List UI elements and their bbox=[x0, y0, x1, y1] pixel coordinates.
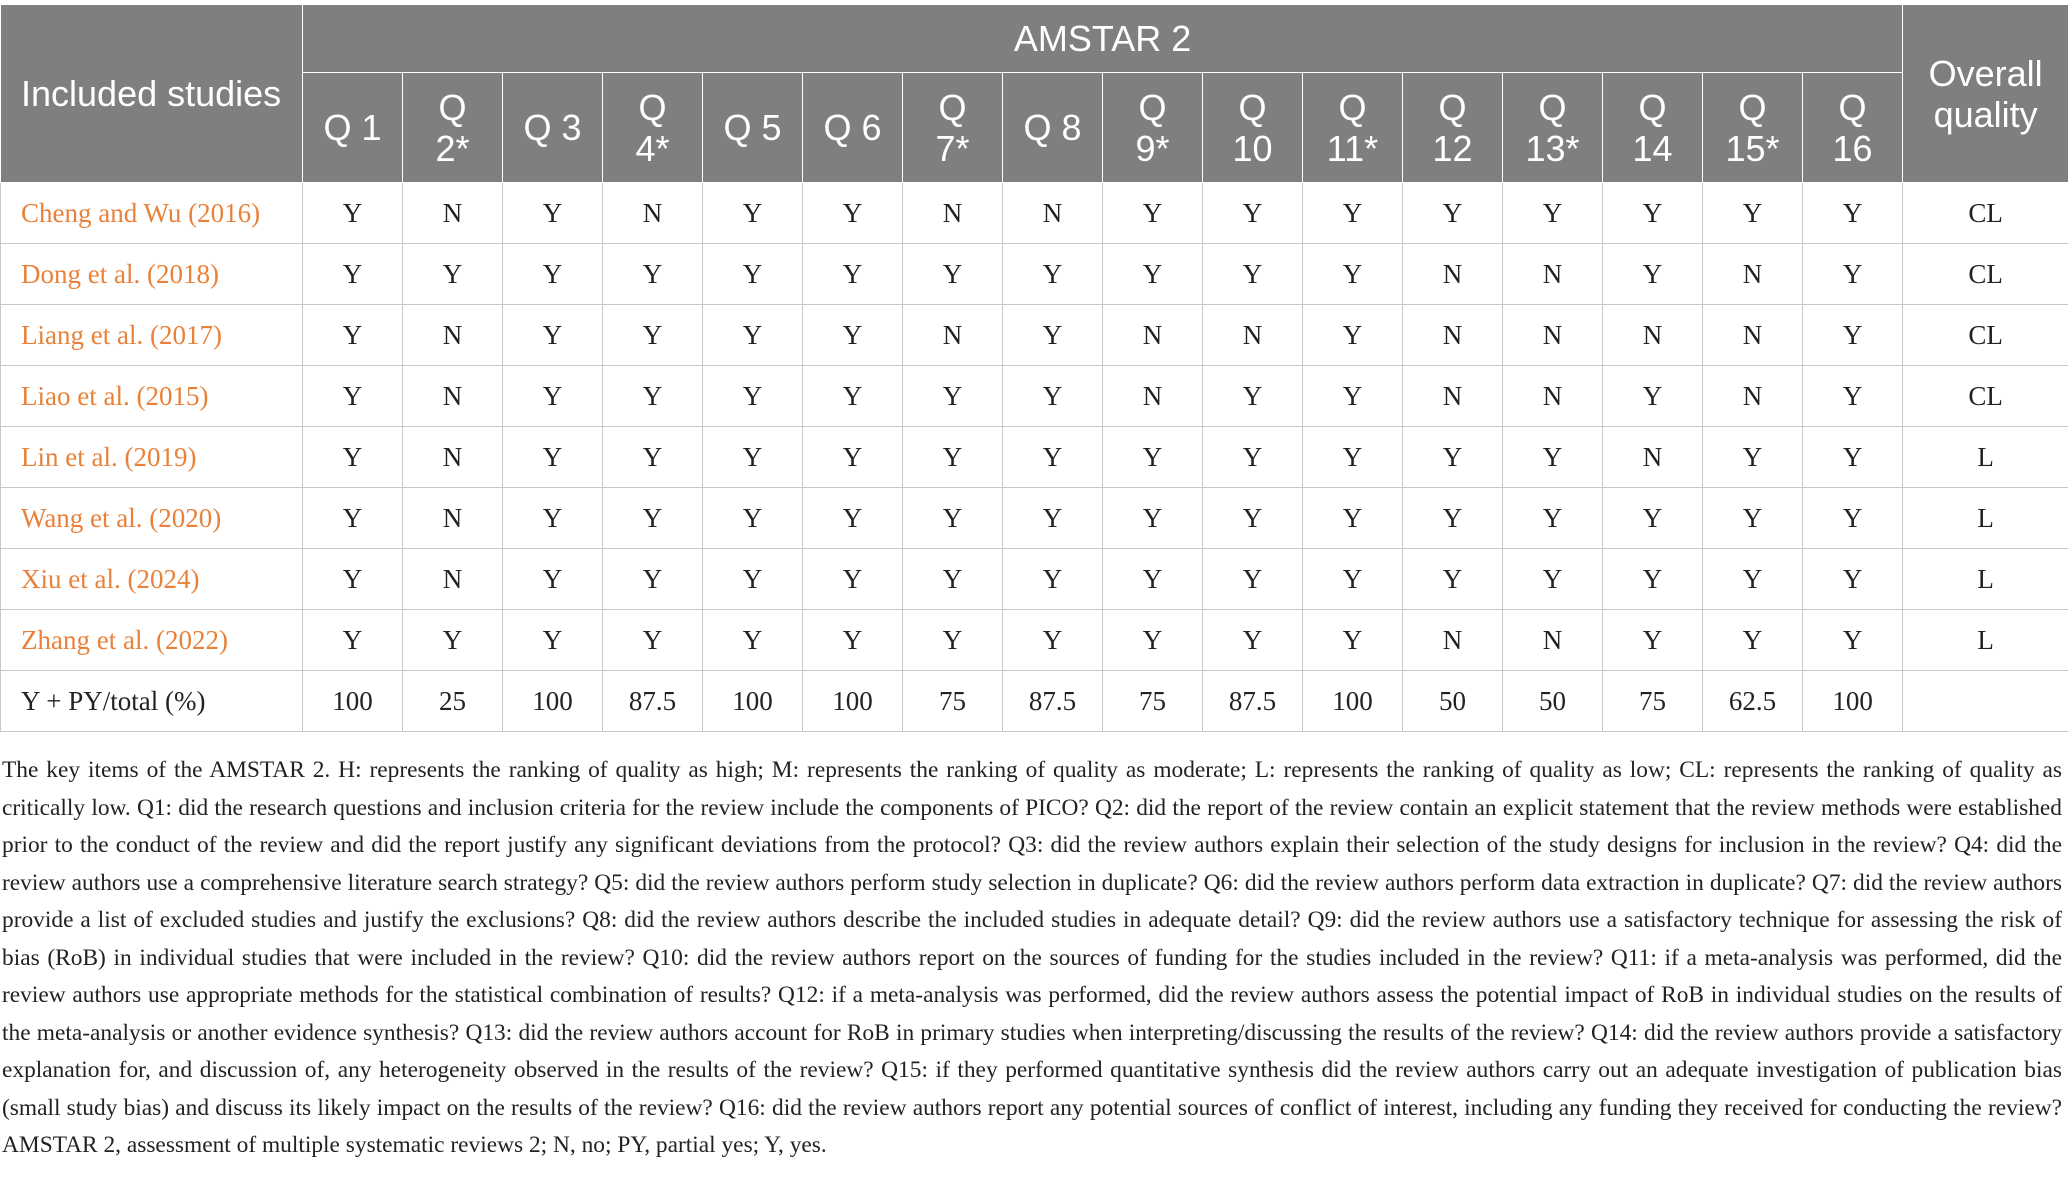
answer-cell: Y bbox=[1503, 427, 1603, 488]
table-body bbox=[1, 183, 2068, 732]
totals-value: 87.5 bbox=[603, 671, 703, 732]
question-header-q1: Q 1 bbox=[303, 73, 403, 183]
study-name-link[interactable]: Liao et al. (2015) bbox=[1, 366, 303, 427]
answer-cell: Y bbox=[903, 549, 1003, 610]
totals-value: 100 bbox=[1803, 671, 1903, 732]
totals-value: 87.5 bbox=[1003, 671, 1103, 732]
answer-cell: N bbox=[603, 183, 703, 244]
answer-cell: Y bbox=[803, 305, 903, 366]
answer-cell: N bbox=[1503, 305, 1603, 366]
question-header-q4: Q 4* bbox=[603, 73, 703, 183]
overall-quality-cell: L bbox=[1903, 610, 2068, 671]
answer-cell: Y bbox=[703, 366, 803, 427]
answer-cell: Y bbox=[703, 244, 803, 305]
answer-cell: N bbox=[1603, 427, 1703, 488]
answer-cell: Y bbox=[1203, 610, 1303, 671]
question-header-q5: Q 5 bbox=[703, 73, 803, 183]
answer-cell: Y bbox=[1003, 549, 1103, 610]
answer-cell: Y bbox=[1003, 244, 1103, 305]
answer-cell: N bbox=[1103, 305, 1203, 366]
answer-cell: Y bbox=[1303, 366, 1403, 427]
answer-cell: Y bbox=[703, 305, 803, 366]
study-name-link[interactable]: Lin et al. (2019) bbox=[1, 427, 303, 488]
totals-value: 75 bbox=[1103, 671, 1203, 732]
answer-cell: Y bbox=[503, 488, 603, 549]
answer-cell: Y bbox=[703, 183, 803, 244]
answer-cell: Y bbox=[1703, 427, 1803, 488]
question-header-q8: Q 8 bbox=[1003, 73, 1103, 183]
overall-quality-header: Overall quality bbox=[1903, 5, 2068, 183]
answer-cell: Y bbox=[1403, 488, 1503, 549]
study-name-link[interactable]: Liang et al. (2017) bbox=[1, 305, 303, 366]
overall-quality-cell: L bbox=[1903, 488, 2068, 549]
answer-cell: Y bbox=[1203, 427, 1303, 488]
question-header-q10: Q 10 bbox=[1203, 73, 1303, 183]
answer-cell: N bbox=[403, 183, 503, 244]
question-header-q14: Q 14 bbox=[1603, 73, 1703, 183]
answer-cell: N bbox=[1103, 366, 1203, 427]
totals-value: 62.5 bbox=[1703, 671, 1803, 732]
table-row bbox=[1, 488, 2068, 549]
answer-cell: Y bbox=[1103, 427, 1203, 488]
study-name-link[interactable]: Dong et al. (2018) bbox=[1, 244, 303, 305]
question-header-q16: Q 16 bbox=[1803, 73, 1903, 183]
answer-cell: Y bbox=[1003, 427, 1103, 488]
answer-cell: N bbox=[903, 183, 1003, 244]
answer-cell: N bbox=[1403, 244, 1503, 305]
answer-cell: Y bbox=[403, 244, 503, 305]
answer-cell: Y bbox=[1103, 488, 1203, 549]
answer-cell: N bbox=[1503, 610, 1603, 671]
answer-cell: Y bbox=[603, 488, 703, 549]
answer-cell: Y bbox=[1103, 183, 1203, 244]
answer-cell: Y bbox=[1503, 549, 1603, 610]
answer-cell: Y bbox=[503, 427, 603, 488]
answer-cell: N bbox=[403, 488, 503, 549]
answer-cell: Y bbox=[1403, 549, 1503, 610]
overall-quality-cell: CL bbox=[1903, 305, 2068, 366]
answer-cell: Y bbox=[803, 610, 903, 671]
answer-cell: Y bbox=[1403, 183, 1503, 244]
answer-cell: Y bbox=[1303, 488, 1403, 549]
answer-cell: Y bbox=[1603, 549, 1703, 610]
question-header-row bbox=[1, 73, 2068, 183]
answer-cell: Y bbox=[603, 610, 703, 671]
answer-cell: Y bbox=[1003, 488, 1103, 549]
answer-cell: Y bbox=[1703, 183, 1803, 244]
answer-cell: Y bbox=[803, 244, 903, 305]
overall-quality-cell: CL bbox=[1903, 244, 2068, 305]
answer-cell: Y bbox=[903, 488, 1003, 549]
overall-quality-cell: L bbox=[1903, 427, 2068, 488]
totals-row bbox=[1, 671, 2068, 732]
study-name-link[interactable]: Zhang et al. (2022) bbox=[1, 610, 303, 671]
answer-cell: N bbox=[1703, 244, 1803, 305]
answer-cell: Y bbox=[503, 366, 603, 427]
answer-cell: Y bbox=[1803, 366, 1903, 427]
answer-cell: Y bbox=[803, 427, 903, 488]
answer-cell: N bbox=[1403, 305, 1503, 366]
question-header-q6: Q 6 bbox=[803, 73, 903, 183]
totals-value: 75 bbox=[1603, 671, 1703, 732]
answer-cell: N bbox=[403, 305, 503, 366]
answer-cell: Y bbox=[1003, 305, 1103, 366]
answer-cell: Y bbox=[703, 610, 803, 671]
answer-cell: Y bbox=[303, 244, 403, 305]
answer-cell: Y bbox=[1603, 183, 1703, 244]
table-footnote: The key items of the AMSTAR 2. H: represents the ranking of quality as high; M: represents the ranking of quality as moderate; L: represents the ranking of quality as low; CL: represents the ranking of quality as critically low. Q1: did the research questions and inclusion criteria for the review include the components of PICO? Q2: did the report of the review contain an explicit statement that the review methods were established prior to the conduct of the review and did the report justify any significant deviations from the protocol? Q3: did the review authors explain their selection of the study designs for inclusion in the review? Q4: did the review authors use a comprehensive literature search strategy? Q5: did the review authors perform study selection in duplicate? Q6: did the review authors perform data extraction in duplicate? Q7: did the review authors provide a list of excluded studies and justify the exclusions? Q8: did the review authors describe the included studies in adequate detail? Q9: did the review authors use a satisfactory technique for assessing the risk of bias (RoB) in individual studies that were included in the review? Q10: did the review authors report on the sources of funding for the studies included in the review? Q11: if a meta-analysis was performed, did the review authors use appropriate methods for the statistical combination of results? Q12: if a meta-analysis was performed, did the review authors assess the potential impact of RoB in individual studies on the results of the meta-analysis or another evidence synthesis? Q13: did the review authors account for RoB in primary studies when interpreting/discussing the results of the review? Q14: did the review authors provide a satisfactory explanation for, and discussion of, any heterogeneity observed in the results of the review? Q15: if they performed quantitative synthesis did the review authors carry out an adequate investigation of publication bias (small study bias) and discuss its likely impact on the results of the review? Q16: did the review authors report any potential sources of conflict of interest, including any funding they received for conducting the review? AMSTAR 2, assessment of multiple systematic reviews 2; N, no; PY, partial yes; Y, yes. bbox=[2, 757, 2062, 1158]
totals-value: 100 bbox=[503, 671, 603, 732]
answer-cell: Y bbox=[1603, 610, 1703, 671]
totals-value: 25 bbox=[403, 671, 503, 732]
answer-cell: Y bbox=[903, 366, 1003, 427]
answer-cell: Y bbox=[803, 366, 903, 427]
study-name-link[interactable]: Xiu et al. (2024) bbox=[1, 549, 303, 610]
answer-cell: Y bbox=[603, 244, 703, 305]
totals-value: 100 bbox=[303, 671, 403, 732]
answer-cell: Y bbox=[1703, 610, 1803, 671]
table-row bbox=[1, 305, 2068, 366]
answer-cell: Y bbox=[1803, 305, 1903, 366]
totals-label: Y + PY/total (%) bbox=[1, 671, 303, 732]
answer-cell: Y bbox=[603, 549, 703, 610]
answer-cell: Y bbox=[703, 427, 803, 488]
answer-cell: Y bbox=[603, 366, 703, 427]
question-header-q15: Q 15* bbox=[1703, 73, 1803, 183]
table-row bbox=[1, 366, 2068, 427]
answer-cell: Y bbox=[303, 549, 403, 610]
answer-cell: Y bbox=[1203, 244, 1303, 305]
answer-cell: Y bbox=[1303, 183, 1403, 244]
answer-cell: N bbox=[1503, 366, 1603, 427]
question-header-q7: Q 7* bbox=[903, 73, 1003, 183]
answer-cell: Y bbox=[503, 244, 603, 305]
question-header-q11: Q 11* bbox=[1303, 73, 1403, 183]
question-header-q12: Q 12 bbox=[1403, 73, 1503, 183]
overall-quality-cell: CL bbox=[1903, 183, 2068, 244]
table-row bbox=[1, 183, 2068, 244]
answer-cell: N bbox=[1403, 610, 1503, 671]
study-name-link[interactable]: Wang et al. (2020) bbox=[1, 488, 303, 549]
amstar-table bbox=[0, 4, 2068, 732]
totals-value: 50 bbox=[1503, 671, 1603, 732]
answer-cell: Y bbox=[1803, 183, 1903, 244]
answer-cell: Y bbox=[1203, 549, 1303, 610]
answer-cell: Y bbox=[1503, 488, 1603, 549]
answer-cell: N bbox=[1703, 305, 1803, 366]
included-studies-header: Included studies bbox=[1, 5, 303, 183]
overall-quality-cell: CL bbox=[1903, 366, 2068, 427]
answer-cell: Y bbox=[903, 427, 1003, 488]
answer-cell: Y bbox=[1003, 366, 1103, 427]
amstar2-group-header: AMSTAR 2 bbox=[303, 5, 1903, 73]
question-header-q2: Q 2* bbox=[403, 73, 503, 183]
answer-cell: N bbox=[903, 305, 1003, 366]
answer-cell: Y bbox=[1803, 244, 1903, 305]
answer-cell: Y bbox=[303, 366, 403, 427]
answer-cell: Y bbox=[503, 610, 603, 671]
answer-cell: N bbox=[403, 549, 503, 610]
answer-cell: Y bbox=[1003, 610, 1103, 671]
answer-cell: Y bbox=[1203, 488, 1303, 549]
answer-cell: Y bbox=[603, 427, 703, 488]
answer-cell: Y bbox=[1303, 427, 1403, 488]
answer-cell: Y bbox=[803, 549, 903, 610]
answer-cell: Y bbox=[903, 244, 1003, 305]
answer-cell: Y bbox=[703, 549, 803, 610]
answer-cell: Y bbox=[503, 183, 603, 244]
question-header-q13: Q 13* bbox=[1503, 73, 1603, 183]
answer-cell: Y bbox=[1203, 183, 1303, 244]
answer-cell: Y bbox=[603, 305, 703, 366]
answer-cell: Y bbox=[503, 549, 603, 610]
answer-cell: Y bbox=[1103, 549, 1203, 610]
table-row bbox=[1, 427, 2068, 488]
answer-cell: Y bbox=[403, 610, 503, 671]
study-name-link[interactable]: Cheng and Wu (2016) bbox=[1, 183, 303, 244]
answer-cell: Y bbox=[1103, 244, 1203, 305]
answer-cell: Y bbox=[1703, 488, 1803, 549]
answer-cell: Y bbox=[803, 183, 903, 244]
answer-cell: Y bbox=[303, 427, 403, 488]
answer-cell: Y bbox=[1803, 549, 1903, 610]
answer-cell: N bbox=[403, 366, 503, 427]
answer-cell: Y bbox=[1603, 488, 1703, 549]
answer-cell: Y bbox=[903, 610, 1003, 671]
answer-cell: Y bbox=[1503, 183, 1603, 244]
answer-cell: N bbox=[1403, 366, 1503, 427]
overall-quality-cell: L bbox=[1903, 549, 2068, 610]
answer-cell: Y bbox=[1303, 244, 1403, 305]
amstar-table-container bbox=[0, 4, 2068, 732]
answer-cell: Y bbox=[1803, 488, 1903, 549]
table-row bbox=[1, 244, 2068, 305]
question-header-q3: Q 3 bbox=[503, 73, 603, 183]
answer-cell: Y bbox=[803, 488, 903, 549]
answer-cell: N bbox=[1503, 244, 1603, 305]
table-row bbox=[1, 549, 2068, 610]
answer-cell: Y bbox=[503, 305, 603, 366]
answer-cell: Y bbox=[1803, 427, 1903, 488]
table-row bbox=[1, 610, 2068, 671]
answer-cell: Y bbox=[1303, 305, 1403, 366]
answer-cell: Y bbox=[1403, 427, 1503, 488]
totals-overall-cell bbox=[1903, 671, 2068, 732]
question-header-q9: Q 9* bbox=[1103, 73, 1203, 183]
answer-cell: N bbox=[403, 427, 503, 488]
answer-cell: Y bbox=[303, 610, 403, 671]
answer-cell: Y bbox=[703, 488, 803, 549]
answer-cell: Y bbox=[1303, 549, 1403, 610]
answer-cell: Y bbox=[1803, 610, 1903, 671]
answer-cell: Y bbox=[1303, 610, 1403, 671]
answer-cell: Y bbox=[1103, 610, 1203, 671]
answer-cell: Y bbox=[303, 183, 403, 244]
totals-value: 100 bbox=[1303, 671, 1403, 732]
totals-value: 100 bbox=[803, 671, 903, 732]
totals-value: 100 bbox=[703, 671, 803, 732]
answer-cell: Y bbox=[1603, 244, 1703, 305]
answer-cell: Y bbox=[303, 305, 403, 366]
answer-cell: N bbox=[1703, 366, 1803, 427]
totals-value: 75 bbox=[903, 671, 1003, 732]
answer-cell: Y bbox=[303, 488, 403, 549]
answer-cell: Y bbox=[1203, 366, 1303, 427]
answer-cell: Y bbox=[1703, 549, 1803, 610]
answer-cell: N bbox=[1603, 305, 1703, 366]
totals-value: 50 bbox=[1403, 671, 1503, 732]
answer-cell: Y bbox=[1603, 366, 1703, 427]
answer-cell: N bbox=[1003, 183, 1103, 244]
totals-value: 87.5 bbox=[1203, 671, 1303, 732]
answer-cell: N bbox=[1203, 305, 1303, 366]
